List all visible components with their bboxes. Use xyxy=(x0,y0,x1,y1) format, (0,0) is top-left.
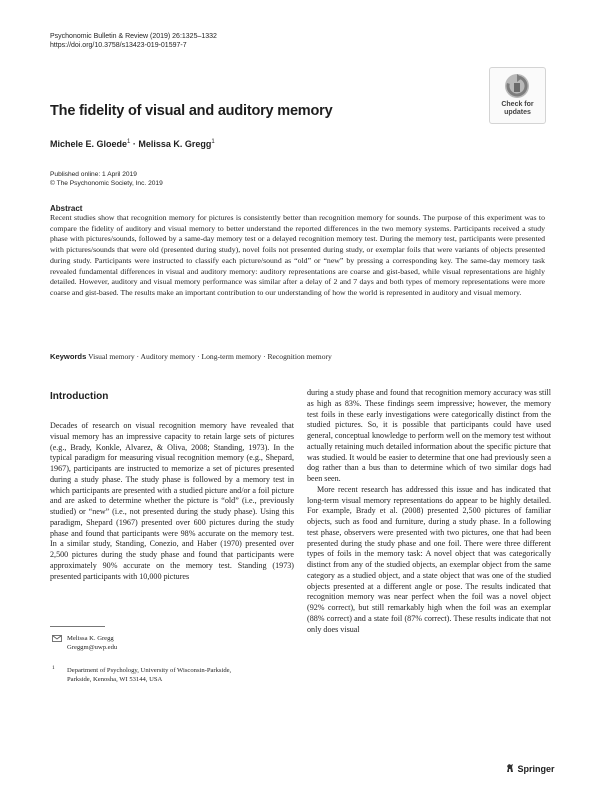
body-column-right xyxy=(307,388,551,635)
contact-email[interactable]: Greggm@uwp.edu xyxy=(67,644,118,652)
abstract-text: Recent studies show that recognition memory for pictures is consistently better than recognition memory for sounds. The purpose of this experiment was to compare the fidelity of auditory and visual memory to better understand the reported differences in the two memory systems. Participants received a study phase with pictures/sounds, followed by a same-day memory test or a delayed recognition memory test. During the memory test, participants were presented with pictures/sounds that were old (presented during study), novel foils not presented during study, or exemplar foils that were variants of objects presented during study. Participants were instructed to classify each picture/sound as “old” or “new” by pressing a corresponding key. The same-day memory task revealed fundamental differences in visual and auditory memory: auditory representations are coarse and gist-based, while visual representations are highly detailed. However, auditory and visual memory performance was similar after a delay of 2 and 7 days and both types of memory representations were more coarse and gist-based. The results make an important contribution to our understanding of how the world is represented in auditory and visual memory. xyxy=(50,213,545,297)
affiliation-marker: 1 xyxy=(211,139,215,145)
badge-line-1: Check for xyxy=(501,101,534,108)
springer-horse-icon xyxy=(505,763,515,773)
affiliation xyxy=(50,666,231,685)
keywords-list: Visual memory · Auditory memory · Long-term memory · Recognition memory xyxy=(88,352,332,361)
section-heading-introduction: Introduction xyxy=(50,391,109,402)
badge-line-2: updates xyxy=(504,109,531,116)
check-for-updates-badge[interactable] xyxy=(489,67,546,124)
affiliation-line: Parkside, Kenosha, WI 53144, USA xyxy=(67,676,163,684)
journal-citation: Psychonomic Bulletin & Review (2019) 26:1325–1332 xyxy=(50,33,217,40)
contact-name: Melissa K. Gregg xyxy=(67,635,114,642)
journal-header xyxy=(50,32,217,50)
affiliation-marker: 1 xyxy=(127,139,131,145)
check-for-updates-icon xyxy=(504,73,530,99)
author-name[interactable]: Michele E. Gloede xyxy=(50,139,128,149)
paper-title: The fidelity of visual and auditory memory xyxy=(50,103,333,119)
author-name[interactable]: Melissa K. Gregg xyxy=(138,139,212,149)
corresponding-author xyxy=(50,634,117,653)
abstract-heading: Abstract xyxy=(50,204,83,213)
paragraph: during a study phase and found that recognition memory accuracy was still as high as 83%. These findings seem impressive; however, the memory test foils in these early investigations were categorically distinct from the studied pictures. So, it is possible that participants could have used general, conceptual knowledge to perform well on the memory test without actually retaining much detailed information about the specific picture that was studied. It would be easier to determine that one had previously seen a dog rather than a bus than to determine which of two similar dogs had been seen. xyxy=(307,388,551,483)
publication-info xyxy=(50,170,163,188)
keywords xyxy=(50,352,332,361)
keywords-label: Keywords xyxy=(50,352,87,361)
publisher-name: Springer xyxy=(517,764,555,774)
affiliation-number: 1 xyxy=(52,665,55,671)
publisher-logo xyxy=(505,763,555,774)
envelope-icon xyxy=(52,635,62,642)
author-separator: · xyxy=(130,139,139,149)
body-column-left xyxy=(50,421,294,582)
footnote-divider xyxy=(50,626,105,627)
doi-link[interactable]: https://doi.org/10.3758/s13423-019-01597-7 xyxy=(50,42,187,49)
affiliation-line: Department of Psychology, University of Wisconsin-Parkside, xyxy=(67,667,232,674)
published-date: Published online: 1 April 2019 xyxy=(50,171,137,178)
paragraph: More recent research has addressed this issue and has indicated that long-term visual memory representations do appear to be highly detailed. For example, Brady et al. (2008) presented 2,500 pictures of familiar objects, such as food and furniture, during a study phase. In a following test phase, observers were presented with two pictures, one that had been presented during the study phase and one foil. There were three different types of foils in the memory task: A novel object that was categorically distinct from any of the studied objects, an exemplar object from the same category as a studied object, and a state object that was one of the studied objects presented at a different angle or pose. The results indicated that recognition memory was near perfect when the foil was a novel object (92% correct), but still remarkably high when the foil was an exemplar (88% correct) and a state foil (87% correct). These results indicate that not only does visual xyxy=(307,484,551,634)
copyright-line: © The Psychonomic Society, Inc. 2019 xyxy=(50,180,163,187)
author-list xyxy=(50,139,215,149)
paragraph: Decades of research on visual recognition memory have revealed that visual memory has an impressive capacity to retain large sets of pictures (e.g., Brady, Konkle, Alvarez, & Oliva, 2008; Standing, 1973). In the typical paradigm for measuring visual recognition memory (e.g., Shepard, 1967), participants are instructed to memorize a set of pictures presented during a study phase. The study phase is followed by a memory test in which participants are presented with a studied picture and/or a foil picture and are asked to determine whether the picture is “old” (i.e., previously studied) or “new” (i.e., not presented during the study phase). Using this paradigm, Shepard (1967) presented over 600 pictures during the study phase and found that participants were 98% accurate on the memory test. In a similar study, Standing, Conezio, and Haber (1970) presented over 2,500 pictures during the study phase and found that participants were approximately 90% accurate on the memory test. Standing (1973) presented participants with 10,000 pictures xyxy=(50,421,294,581)
